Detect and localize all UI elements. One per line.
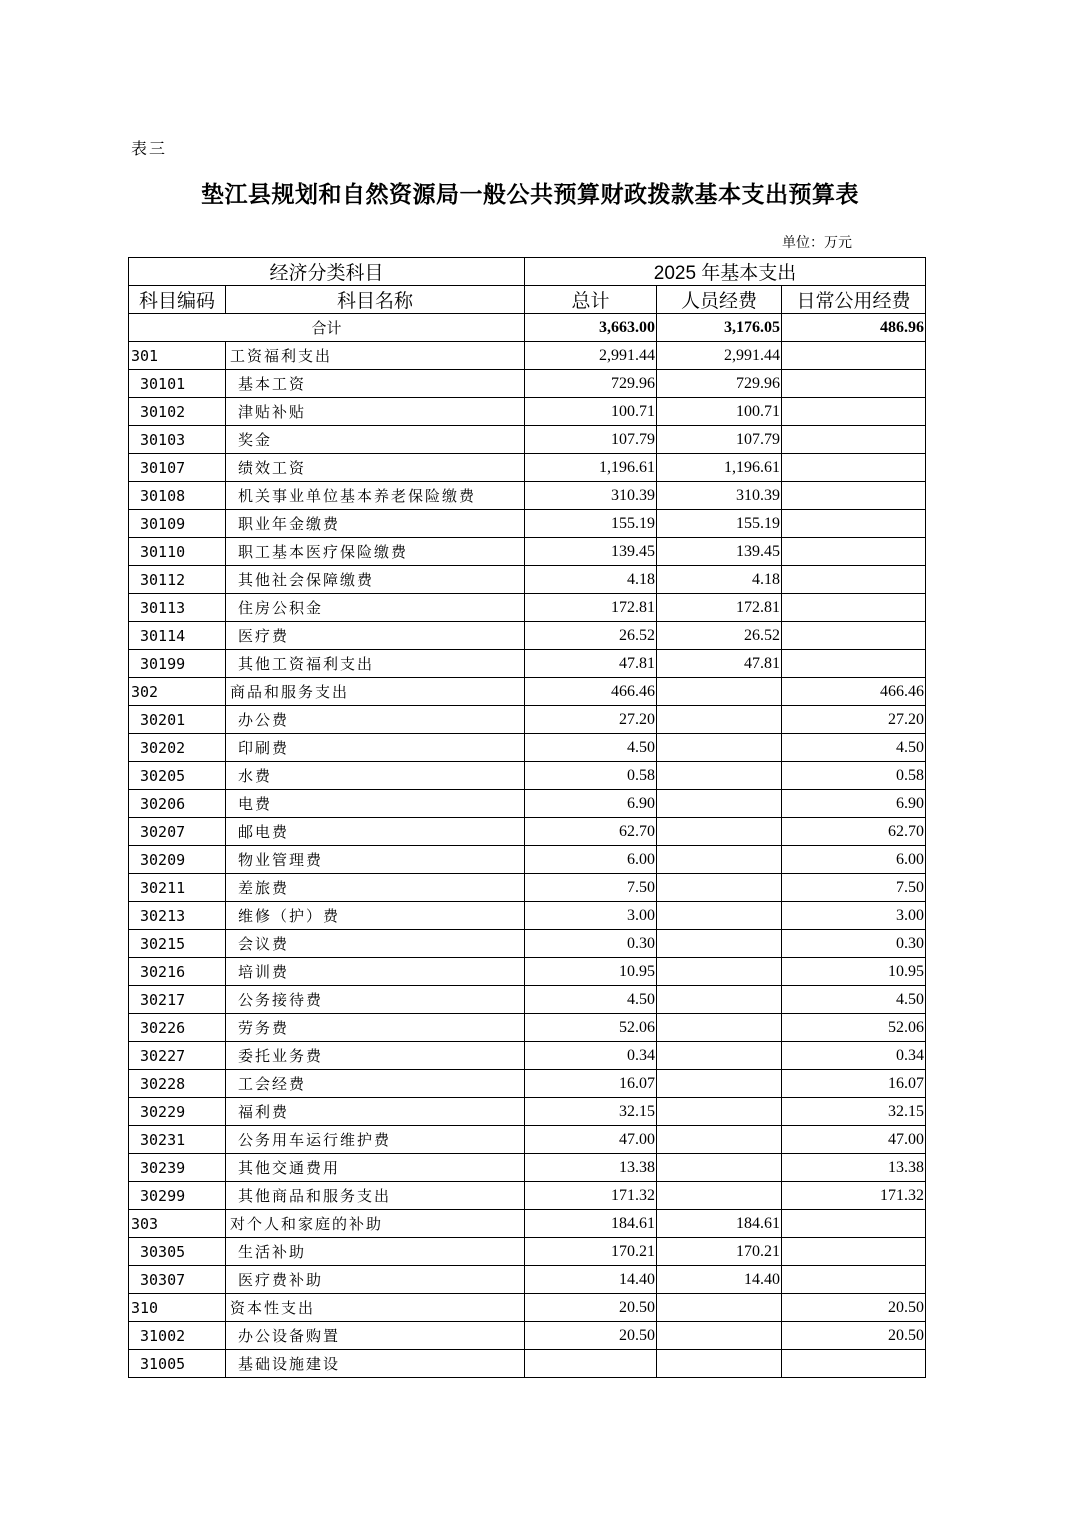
public-expense-cell: 0.30 — [782, 930, 926, 958]
table-row — [129, 482, 926, 510]
total-cell: 0.34 — [525, 1042, 657, 1070]
subject-name-cell: 职工基本医疗保险缴费 — [226, 538, 525, 566]
subject-name-cell: 物业管理费 — [226, 846, 525, 874]
personnel-expense-cell: 170.21 — [657, 1238, 782, 1266]
personnel-expense-cell — [657, 1014, 782, 1042]
personnel-expense-cell — [657, 1294, 782, 1322]
header-basic-expenditure: 2025 年基本支出 — [525, 258, 926, 286]
subject-code-cell: 301 — [129, 342, 226, 370]
table-row — [129, 706, 926, 734]
total-cell — [525, 1350, 657, 1378]
subject-name-cell: 津贴补贴 — [226, 398, 525, 426]
subject-code-cell: 31002 — [129, 1322, 226, 1350]
subject-code-cell: 310 — [129, 1294, 226, 1322]
public-expense-cell: 7.50 — [782, 874, 926, 902]
subject-name-cell: 工会经费 — [226, 1070, 525, 1098]
subject-name-cell: 其他工资福利支出 — [226, 650, 525, 678]
personnel-expense-cell — [657, 734, 782, 762]
public-expense-cell: 6.00 — [782, 846, 926, 874]
table-row — [129, 790, 926, 818]
table-row — [129, 1350, 926, 1378]
subject-name-cell: 其他社会保障缴费 — [226, 566, 525, 594]
personnel-expense-cell — [657, 818, 782, 846]
public-expense-cell — [782, 566, 926, 594]
total-cell: 52.06 — [525, 1014, 657, 1042]
total-public: 486.96 — [782, 314, 926, 342]
total-cell: 0.58 — [525, 762, 657, 790]
total-cell: 27.20 — [525, 706, 657, 734]
personnel-expense-cell — [657, 790, 782, 818]
table-row — [129, 454, 926, 482]
table-row — [129, 1098, 926, 1126]
public-expense-cell: 16.07 — [782, 1070, 926, 1098]
personnel-expense-cell — [657, 1154, 782, 1182]
table-row — [129, 1266, 926, 1294]
total-cell: 2,991.44 — [525, 342, 657, 370]
total-cell: 7.50 — [525, 874, 657, 902]
subject-name-cell: 医疗费 — [226, 622, 525, 650]
total-cell: 47.81 — [525, 650, 657, 678]
public-expense-cell: 27.20 — [782, 706, 926, 734]
subject-code-cell: 30112 — [129, 566, 226, 594]
public-expense-cell — [782, 510, 926, 538]
table-row — [129, 986, 926, 1014]
public-expense-cell: 20.50 — [782, 1294, 926, 1322]
table-row — [129, 1294, 926, 1322]
public-expense-cell: 6.90 — [782, 790, 926, 818]
subject-code-cell: 30114 — [129, 622, 226, 650]
total-cell: 26.52 — [525, 622, 657, 650]
personnel-expense-cell: 155.19 — [657, 510, 782, 538]
public-expense-cell: 0.58 — [782, 762, 926, 790]
public-expense-cell — [782, 342, 926, 370]
subject-name-cell: 奖金 — [226, 426, 525, 454]
total-cell: 4.50 — [525, 986, 657, 1014]
public-expense-cell — [782, 398, 926, 426]
public-expense-cell: 32.15 — [782, 1098, 926, 1126]
table-row — [129, 426, 926, 454]
subject-name-cell: 对个人和家庭的补助 — [226, 1210, 525, 1238]
subject-code-cell: 30113 — [129, 594, 226, 622]
table-row — [129, 1070, 926, 1098]
total-cell: 47.00 — [525, 1126, 657, 1154]
personnel-expense-cell — [657, 706, 782, 734]
header-group-row — [129, 258, 926, 286]
subject-code-cell: 30217 — [129, 986, 226, 1014]
subject-name-cell: 基本工资 — [226, 370, 525, 398]
table-row — [129, 1014, 926, 1042]
subject-name-cell: 差旅费 — [226, 874, 525, 902]
subject-code-cell: 30226 — [129, 1014, 226, 1042]
total-row — [129, 314, 926, 342]
table-row — [129, 1322, 926, 1350]
total-cell: 107.79 — [525, 426, 657, 454]
subject-name-cell: 委托业务费 — [226, 1042, 525, 1070]
table-row — [129, 1182, 926, 1210]
personnel-expense-cell: 172.81 — [657, 594, 782, 622]
total-cell: 100.71 — [525, 398, 657, 426]
table-row — [129, 874, 926, 902]
total-cell: 6.00 — [525, 846, 657, 874]
public-expense-cell: 20.50 — [782, 1322, 926, 1350]
subject-name-cell: 维修（护）费 — [226, 902, 525, 930]
subject-code-cell: 30202 — [129, 734, 226, 762]
subject-name-cell: 其他商品和服务支出 — [226, 1182, 525, 1210]
subject-code-cell: 30206 — [129, 790, 226, 818]
subject-name-cell: 机关事业单位基本养老保险缴费 — [226, 482, 525, 510]
total-cell: 16.07 — [525, 1070, 657, 1098]
table-row — [129, 538, 926, 566]
personnel-expense-cell: 184.61 — [657, 1210, 782, 1238]
personnel-expense-cell — [657, 874, 782, 902]
table-row — [129, 1210, 926, 1238]
public-expense-cell: 466.46 — [782, 678, 926, 706]
public-expense-cell: 62.70 — [782, 818, 926, 846]
total-cell: 32.15 — [525, 1098, 657, 1126]
subject-name-cell: 职业年金缴费 — [226, 510, 525, 538]
total-cell: 155.19 — [525, 510, 657, 538]
total-cell: 20.50 — [525, 1322, 657, 1350]
subject-name-cell: 邮电费 — [226, 818, 525, 846]
public-expense-cell: 52.06 — [782, 1014, 926, 1042]
personnel-expense-cell — [657, 762, 782, 790]
subject-name-cell: 基础设施建设 — [226, 1350, 525, 1378]
subject-name-cell: 水费 — [226, 762, 525, 790]
total-cell: 62.70 — [525, 818, 657, 846]
subject-code-cell: 30102 — [129, 398, 226, 426]
public-expense-cell — [782, 650, 926, 678]
personnel-expense-cell — [657, 678, 782, 706]
public-expense-cell: 10.95 — [782, 958, 926, 986]
personnel-expense-cell: 107.79 — [657, 426, 782, 454]
public-expense-cell — [782, 1350, 926, 1378]
table-row — [129, 342, 926, 370]
table-row — [129, 622, 926, 650]
total-cell: 0.30 — [525, 930, 657, 958]
personnel-expense-cell — [657, 958, 782, 986]
personnel-expense-cell — [657, 1322, 782, 1350]
personnel-expense-cell — [657, 1098, 782, 1126]
total-cell: 170.21 — [525, 1238, 657, 1266]
personnel-expense-cell — [657, 930, 782, 958]
table-row — [129, 1154, 926, 1182]
public-expense-cell — [782, 454, 926, 482]
table-row — [129, 846, 926, 874]
personnel-expense-cell: 1,196.61 — [657, 454, 782, 482]
subject-code-cell: 30305 — [129, 1238, 226, 1266]
budget-table — [128, 257, 926, 1378]
table-row — [129, 510, 926, 538]
subject-name-cell: 生活补助 — [226, 1238, 525, 1266]
subject-name-cell: 印刷费 — [226, 734, 525, 762]
total-cell: 14.40 — [525, 1266, 657, 1294]
public-expense-cell — [782, 1238, 926, 1266]
subject-code-cell: 30307 — [129, 1266, 226, 1294]
public-expense-cell — [782, 1210, 926, 1238]
total-cell: 13.38 — [525, 1154, 657, 1182]
public-expense-cell: 171.32 — [782, 1182, 926, 1210]
header-total: 总计 — [525, 286, 657, 314]
subject-name-cell: 绩效工资 — [226, 454, 525, 482]
subject-name-cell: 其他交通费用 — [226, 1154, 525, 1182]
subject-name-cell: 办公费 — [226, 706, 525, 734]
subject-code-cell: 31005 — [129, 1350, 226, 1378]
total-cell: 4.18 — [525, 566, 657, 594]
table-number-label: 表三 — [131, 139, 168, 158]
total-cell: 10.95 — [525, 958, 657, 986]
personnel-expense-cell — [657, 1042, 782, 1070]
subject-code-cell: 30213 — [129, 902, 226, 930]
subject-name-cell: 会议费 — [226, 930, 525, 958]
public-expense-cell: 13.38 — [782, 1154, 926, 1182]
total-cell: 184.61 — [525, 1210, 657, 1238]
public-expense-cell: 4.50 — [782, 986, 926, 1014]
subject-code-cell: 30239 — [129, 1154, 226, 1182]
total-cell: 171.32 — [525, 1182, 657, 1210]
subject-name-cell: 商品和服务支出 — [226, 678, 525, 706]
total-label: 合计 — [129, 314, 525, 342]
document-title: 垫江县规划和自然资源局一般公共预算财政拨款基本支出预算表 — [201, 181, 859, 208]
public-expense-cell: 47.00 — [782, 1126, 926, 1154]
table-row — [129, 566, 926, 594]
personnel-expense-cell — [657, 1070, 782, 1098]
public-expense-cell — [782, 538, 926, 566]
total-cell: 172.81 — [525, 594, 657, 622]
total-total: 3,663.00 — [525, 314, 657, 342]
public-expense-cell — [782, 426, 926, 454]
total-cell: 1,196.61 — [525, 454, 657, 482]
header-personnel-expense: 人员经费 — [657, 286, 782, 314]
personnel-expense-cell — [657, 1126, 782, 1154]
table-row — [129, 398, 926, 426]
subject-code-cell: 30231 — [129, 1126, 226, 1154]
total-cell: 3.00 — [525, 902, 657, 930]
table-row — [129, 902, 926, 930]
subject-code-cell: 30107 — [129, 454, 226, 482]
public-expense-cell — [782, 622, 926, 650]
public-expense-cell — [782, 594, 926, 622]
subject-name-cell: 公务用车运行维护费 — [226, 1126, 525, 1154]
subject-code-cell: 30299 — [129, 1182, 226, 1210]
subject-name-cell: 劳务费 — [226, 1014, 525, 1042]
header-subject-name: 科目名称 — [226, 286, 525, 314]
subject-code-cell: 30211 — [129, 874, 226, 902]
subject-code-cell: 30228 — [129, 1070, 226, 1098]
personnel-expense-cell: 139.45 — [657, 538, 782, 566]
table-row — [129, 678, 926, 706]
subject-code-cell: 30205 — [129, 762, 226, 790]
personnel-expense-cell: 14.40 — [657, 1266, 782, 1294]
subject-code-cell: 30103 — [129, 426, 226, 454]
total-personnel: 3,176.05 — [657, 314, 782, 342]
subject-name-cell: 公务接待费 — [226, 986, 525, 1014]
subject-code-cell: 30101 — [129, 370, 226, 398]
subject-code-cell: 303 — [129, 1210, 226, 1238]
personnel-expense-cell: 310.39 — [657, 482, 782, 510]
subject-code-cell: 302 — [129, 678, 226, 706]
header-column-row — [129, 286, 926, 314]
subject-name-cell: 住房公积金 — [226, 594, 525, 622]
personnel-expense-cell: 100.71 — [657, 398, 782, 426]
personnel-expense-cell: 2,991.44 — [657, 342, 782, 370]
subject-code-cell: 30207 — [129, 818, 226, 846]
total-cell: 466.46 — [525, 678, 657, 706]
personnel-expense-cell — [657, 846, 782, 874]
subject-name-cell: 医疗费补助 — [226, 1266, 525, 1294]
table-row — [129, 762, 926, 790]
header-public-expense: 日常公用经费 — [782, 286, 926, 314]
subject-code-cell: 30109 — [129, 510, 226, 538]
subject-code-cell: 30110 — [129, 538, 226, 566]
table-row — [129, 594, 926, 622]
public-expense-cell: 3.00 — [782, 902, 926, 930]
subject-code-cell: 30229 — [129, 1098, 226, 1126]
personnel-expense-cell — [657, 1182, 782, 1210]
total-cell: 6.90 — [525, 790, 657, 818]
subject-code-cell: 30108 — [129, 482, 226, 510]
total-cell: 20.50 — [525, 1294, 657, 1322]
subject-name-cell: 资本性支出 — [226, 1294, 525, 1322]
table-row — [129, 650, 926, 678]
total-cell: 729.96 — [525, 370, 657, 398]
table-row — [129, 958, 926, 986]
subject-code-cell: 30215 — [129, 930, 226, 958]
subject-name-cell: 福利费 — [226, 1098, 525, 1126]
table-row — [129, 370, 926, 398]
personnel-expense-cell — [657, 1350, 782, 1378]
table-row — [129, 1126, 926, 1154]
table-row — [129, 818, 926, 846]
personnel-expense-cell: 26.52 — [657, 622, 782, 650]
subject-code-cell: 30227 — [129, 1042, 226, 1070]
public-expense-cell — [782, 1266, 926, 1294]
personnel-expense-cell: 4.18 — [657, 566, 782, 594]
header-economic-classification: 经济分类科目 — [129, 258, 525, 286]
subject-code-cell: 30216 — [129, 958, 226, 986]
public-expense-cell: 0.34 — [782, 1042, 926, 1070]
table-row — [129, 1042, 926, 1070]
personnel-expense-cell — [657, 986, 782, 1014]
personnel-expense-cell: 47.81 — [657, 650, 782, 678]
total-cell: 310.39 — [525, 482, 657, 510]
subject-name-cell: 电费 — [226, 790, 525, 818]
unit-label: 单位：万元 — [782, 235, 852, 251]
personnel-expense-cell — [657, 902, 782, 930]
personnel-expense-cell: 729.96 — [657, 370, 782, 398]
public-expense-cell — [782, 482, 926, 510]
table-row — [129, 734, 926, 762]
subject-name-cell: 办公设备购置 — [226, 1322, 525, 1350]
subject-name-cell: 培训费 — [226, 958, 525, 986]
table-row — [129, 1238, 926, 1266]
total-cell: 4.50 — [525, 734, 657, 762]
subject-code-cell: 30201 — [129, 706, 226, 734]
table-row — [129, 930, 926, 958]
subject-code-cell: 30199 — [129, 650, 226, 678]
header-subject-code: 科目编码 — [129, 286, 226, 314]
public-expense-cell: 4.50 — [782, 734, 926, 762]
subject-code-cell: 30209 — [129, 846, 226, 874]
total-cell: 139.45 — [525, 538, 657, 566]
public-expense-cell — [782, 370, 926, 398]
subject-name-cell: 工资福利支出 — [226, 342, 525, 370]
